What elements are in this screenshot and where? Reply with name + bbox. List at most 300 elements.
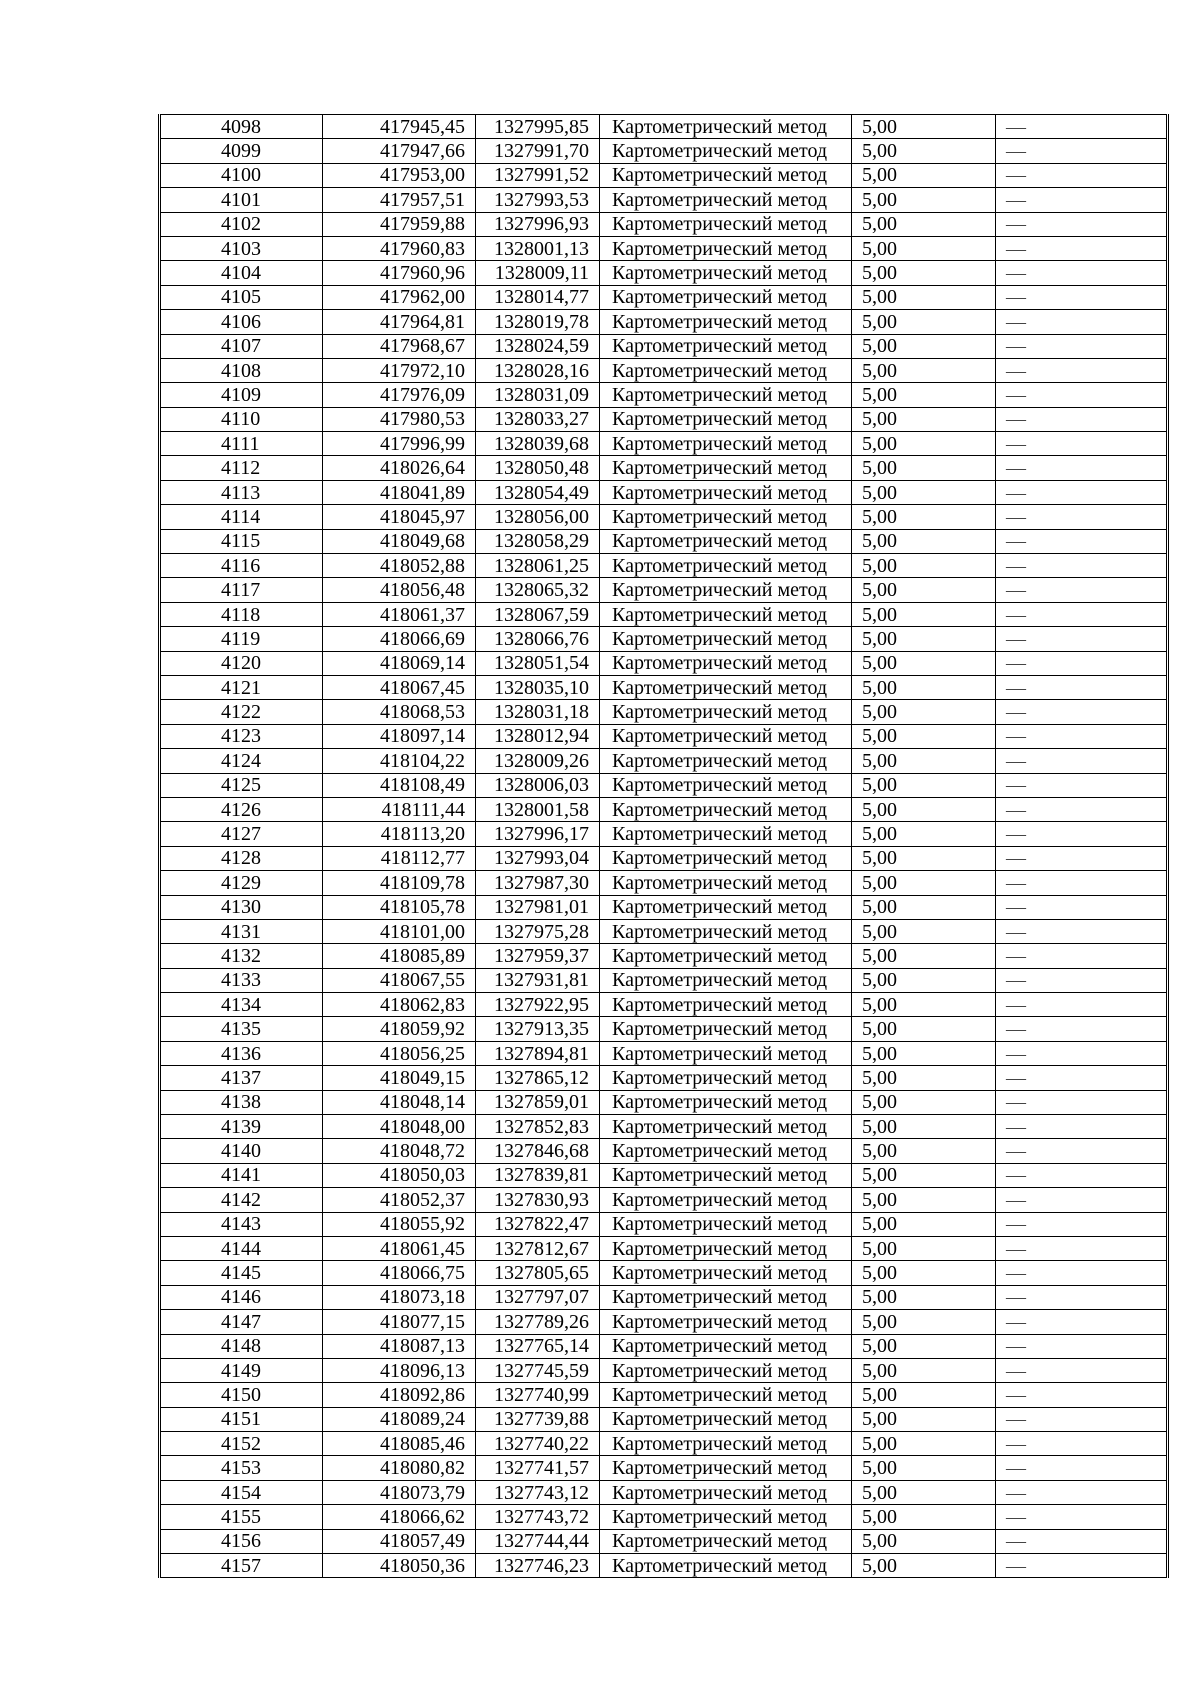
method-cell: Картометрический метод <box>600 115 852 139</box>
method-cell: Картометрический метод <box>600 1212 852 1236</box>
table-row <box>160 505 1168 529</box>
y-coordinate-cell: 1327852,83 <box>476 1115 600 1139</box>
y-coordinate-cell: 1327991,52 <box>476 163 600 187</box>
y-coordinate-cell: 1327743,12 <box>476 1480 600 1504</box>
description-cell: — <box>996 554 1168 578</box>
point-number-cell: 4114 <box>160 505 323 529</box>
y-coordinate-cell: 1327987,30 <box>476 871 600 895</box>
table-row <box>160 480 1168 504</box>
y-coordinate-cell: 1327996,17 <box>476 822 600 846</box>
precision-cell: 5,00 <box>852 749 996 773</box>
table-row <box>160 1066 1168 1090</box>
description-cell: — <box>996 1480 1168 1504</box>
precision-cell: 5,00 <box>852 1066 996 1090</box>
x-coordinate-cell: 418085,89 <box>323 944 476 968</box>
method-cell: Картометрический метод <box>600 578 852 602</box>
description-cell: — <box>996 1017 1168 1041</box>
x-coordinate-cell: 417962,00 <box>323 285 476 309</box>
point-number-cell: 4124 <box>160 749 323 773</box>
y-coordinate-cell: 1328056,00 <box>476 505 600 529</box>
y-coordinate-cell: 1328031,18 <box>476 700 600 724</box>
y-coordinate-cell: 1328019,78 <box>476 310 600 334</box>
x-coordinate-cell: 418056,25 <box>323 1041 476 1065</box>
table-row <box>160 602 1168 626</box>
x-coordinate-cell: 417960,83 <box>323 236 476 260</box>
y-coordinate-cell: 1328054,49 <box>476 480 600 504</box>
x-coordinate-cell: 417953,00 <box>323 163 476 187</box>
point-number-cell: 4102 <box>160 212 323 236</box>
precision-cell: 5,00 <box>852 554 996 578</box>
point-number-cell: 4112 <box>160 456 323 480</box>
y-coordinate-cell: 1327741,57 <box>476 1456 600 1480</box>
precision-cell: 5,00 <box>852 1383 996 1407</box>
point-number-cell: 4129 <box>160 871 323 895</box>
precision-cell: 5,00 <box>852 480 996 504</box>
method-cell: Картометрический метод <box>600 1285 852 1309</box>
description-cell: — <box>996 1505 1168 1529</box>
point-number-cell: 4108 <box>160 358 323 382</box>
point-number-cell: 4100 <box>160 163 323 187</box>
y-coordinate-cell: 1327996,93 <box>476 212 600 236</box>
table-row <box>160 456 1168 480</box>
description-cell: — <box>996 993 1168 1017</box>
precision-cell: 5,00 <box>852 968 996 992</box>
method-cell: Картометрический метод <box>600 651 852 675</box>
table-row <box>160 358 1168 382</box>
point-number-cell: 4120 <box>160 651 323 675</box>
precision-cell: 5,00 <box>852 505 996 529</box>
precision-cell: 5,00 <box>852 1529 996 1553</box>
description-cell: — <box>996 1456 1168 1480</box>
table-row <box>160 919 1168 943</box>
x-coordinate-cell: 418055,92 <box>323 1212 476 1236</box>
method-cell: Картометрический метод <box>600 1163 852 1187</box>
point-number-cell: 4116 <box>160 554 323 578</box>
precision-cell: 5,00 <box>852 334 996 358</box>
y-coordinate-cell: 1327789,26 <box>476 1310 600 1334</box>
method-cell: Картометрический метод <box>600 1432 852 1456</box>
y-coordinate-cell: 1327993,53 <box>476 188 600 212</box>
point-number-cell: 4125 <box>160 773 323 797</box>
coordinates-table <box>158 114 1169 1578</box>
table-row <box>160 1236 1168 1260</box>
precision-cell: 5,00 <box>852 432 996 456</box>
description-cell: — <box>996 432 1168 456</box>
table-row <box>160 871 1168 895</box>
y-coordinate-cell: 1328009,26 <box>476 749 600 773</box>
point-number-cell: 4132 <box>160 944 323 968</box>
precision-cell: 5,00 <box>852 1554 996 1578</box>
description-cell: — <box>996 115 1168 139</box>
x-coordinate-cell: 418057,49 <box>323 1529 476 1553</box>
y-coordinate-cell: 1328009,11 <box>476 261 600 285</box>
table-row <box>160 578 1168 602</box>
y-coordinate-cell: 1328006,03 <box>476 773 600 797</box>
table-row <box>160 261 1168 285</box>
point-number-cell: 4106 <box>160 310 323 334</box>
x-coordinate-cell: 417947,66 <box>323 139 476 163</box>
method-cell: Картометрический метод <box>600 456 852 480</box>
y-coordinate-cell: 1327830,93 <box>476 1188 600 1212</box>
point-number-cell: 4145 <box>160 1261 323 1285</box>
precision-cell: 5,00 <box>852 1310 996 1334</box>
method-cell: Картометрический метод <box>600 163 852 187</box>
precision-cell: 5,00 <box>852 1041 996 1065</box>
precision-cell: 5,00 <box>852 358 996 382</box>
table-row <box>160 432 1168 456</box>
precision-cell: 5,00 <box>852 261 996 285</box>
point-number-cell: 4099 <box>160 139 323 163</box>
description-cell: — <box>996 261 1168 285</box>
point-number-cell: 4126 <box>160 797 323 821</box>
method-cell: Картометрический метод <box>600 675 852 699</box>
precision-cell: 5,00 <box>852 700 996 724</box>
method-cell: Картометрический метод <box>600 1383 852 1407</box>
point-number-cell: 4131 <box>160 919 323 943</box>
y-coordinate-cell: 1327740,99 <box>476 1383 600 1407</box>
description-cell: — <box>996 724 1168 748</box>
table-row <box>160 554 1168 578</box>
precision-cell: 5,00 <box>852 1505 996 1529</box>
method-cell: Картометрический метод <box>600 1041 852 1065</box>
method-cell: Картометрический метод <box>600 871 852 895</box>
table-row <box>160 773 1168 797</box>
x-coordinate-cell: 418048,00 <box>323 1115 476 1139</box>
description-cell: — <box>996 358 1168 382</box>
x-coordinate-cell: 417957,51 <box>323 188 476 212</box>
table-row <box>160 236 1168 260</box>
method-cell: Картометрический метод <box>600 1334 852 1358</box>
y-coordinate-cell: 1327812,67 <box>476 1236 600 1260</box>
method-cell: Картометрический метод <box>600 1188 852 1212</box>
method-cell: Картометрический метод <box>600 554 852 578</box>
point-number-cell: 4153 <box>160 1456 323 1480</box>
precision-cell: 5,00 <box>852 602 996 626</box>
table-row <box>160 1090 1168 1114</box>
point-number-cell: 4109 <box>160 383 323 407</box>
x-coordinate-cell: 418085,46 <box>323 1432 476 1456</box>
point-number-cell: 4118 <box>160 602 323 626</box>
x-coordinate-cell: 418050,03 <box>323 1163 476 1187</box>
point-number-cell: 4122 <box>160 700 323 724</box>
point-number-cell: 4150 <box>160 1383 323 1407</box>
method-cell: Картометрический метод <box>600 1310 852 1334</box>
x-coordinate-cell: 418061,45 <box>323 1236 476 1260</box>
description-cell: — <box>996 1358 1168 1382</box>
precision-cell: 5,00 <box>852 1456 996 1480</box>
table-row <box>160 1456 1168 1480</box>
x-coordinate-cell: 417976,09 <box>323 383 476 407</box>
point-number-cell: 4140 <box>160 1139 323 1163</box>
precision-cell: 5,00 <box>852 139 996 163</box>
description-cell: — <box>996 578 1168 602</box>
point-number-cell: 4128 <box>160 846 323 870</box>
point-number-cell: 4152 <box>160 1432 323 1456</box>
y-coordinate-cell: 1327745,59 <box>476 1358 600 1382</box>
method-cell: Картометрический метод <box>600 1407 852 1431</box>
table-row <box>160 407 1168 431</box>
x-coordinate-cell: 418092,86 <box>323 1383 476 1407</box>
precision-cell: 5,00 <box>852 724 996 748</box>
table-row <box>160 895 1168 919</box>
precision-cell: 5,00 <box>852 1261 996 1285</box>
precision-cell: 5,00 <box>852 1285 996 1309</box>
point-number-cell: 4151 <box>160 1407 323 1431</box>
precision-cell: 5,00 <box>852 1212 996 1236</box>
y-coordinate-cell: 1328065,32 <box>476 578 600 602</box>
x-coordinate-cell: 418062,83 <box>323 993 476 1017</box>
x-coordinate-cell: 418067,55 <box>323 968 476 992</box>
precision-cell: 5,00 <box>852 895 996 919</box>
precision-cell: 5,00 <box>852 236 996 260</box>
description-cell: — <box>996 310 1168 334</box>
method-cell: Картометрический метод <box>600 944 852 968</box>
description-cell: — <box>996 1432 1168 1456</box>
method-cell: Картометрический метод <box>600 358 852 382</box>
x-coordinate-cell: 417964,81 <box>323 310 476 334</box>
precision-cell: 5,00 <box>852 846 996 870</box>
method-cell: Картометрический метод <box>600 383 852 407</box>
y-coordinate-cell: 1328001,13 <box>476 236 600 260</box>
table-row <box>160 1310 1168 1334</box>
y-coordinate-cell: 1327865,12 <box>476 1066 600 1090</box>
table-row <box>160 651 1168 675</box>
precision-cell: 5,00 <box>852 675 996 699</box>
x-coordinate-cell: 417972,10 <box>323 358 476 382</box>
precision-cell: 5,00 <box>852 1163 996 1187</box>
point-number-cell: 4156 <box>160 1529 323 1553</box>
x-coordinate-cell: 418111,44 <box>323 797 476 821</box>
y-coordinate-cell: 1327959,37 <box>476 944 600 968</box>
precision-cell: 5,00 <box>852 115 996 139</box>
description-cell: — <box>996 1066 1168 1090</box>
method-cell: Картометрический метод <box>600 505 852 529</box>
precision-cell: 5,00 <box>852 822 996 846</box>
method-cell: Картометрический метод <box>600 1358 852 1382</box>
table-row <box>160 675 1168 699</box>
precision-cell: 5,00 <box>852 310 996 334</box>
precision-cell: 5,00 <box>852 993 996 1017</box>
description-cell: — <box>996 1041 1168 1065</box>
x-coordinate-cell: 418052,88 <box>323 554 476 578</box>
y-coordinate-cell: 1327922,95 <box>476 993 600 1017</box>
x-coordinate-cell: 418050,36 <box>323 1554 476 1578</box>
x-coordinate-cell: 418097,14 <box>323 724 476 748</box>
y-coordinate-cell: 1327993,04 <box>476 846 600 870</box>
point-number-cell: 4155 <box>160 1505 323 1529</box>
description-cell: — <box>996 968 1168 992</box>
x-coordinate-cell: 418052,37 <box>323 1188 476 1212</box>
precision-cell: 5,00 <box>852 797 996 821</box>
description-cell: — <box>996 285 1168 309</box>
x-coordinate-cell: 418059,92 <box>323 1017 476 1041</box>
description-cell: — <box>996 919 1168 943</box>
method-cell: Картометрический метод <box>600 529 852 553</box>
description-cell: — <box>996 1407 1168 1431</box>
x-coordinate-cell: 418045,97 <box>323 505 476 529</box>
method-cell: Картометрический метод <box>600 1480 852 1504</box>
point-number-cell: 4147 <box>160 1310 323 1334</box>
y-coordinate-cell: 1328061,25 <box>476 554 600 578</box>
point-number-cell: 4141 <box>160 1163 323 1187</box>
table-row <box>160 1212 1168 1236</box>
point-number-cell: 4127 <box>160 822 323 846</box>
method-cell: Картометрический метод <box>600 627 852 651</box>
table-row <box>160 822 1168 846</box>
precision-cell: 5,00 <box>852 944 996 968</box>
point-number-cell: 4139 <box>160 1115 323 1139</box>
y-coordinate-cell: 1327765,14 <box>476 1334 600 1358</box>
y-coordinate-cell: 1327931,81 <box>476 968 600 992</box>
table-row <box>160 1163 1168 1187</box>
y-coordinate-cell: 1328039,68 <box>476 432 600 456</box>
y-coordinate-cell: 1328014,77 <box>476 285 600 309</box>
table-row <box>160 1285 1168 1309</box>
method-cell: Картометрический метод <box>600 700 852 724</box>
y-coordinate-cell: 1328012,94 <box>476 724 600 748</box>
point-number-cell: 4143 <box>160 1212 323 1236</box>
description-cell: — <box>996 1334 1168 1358</box>
description-cell: — <box>996 651 1168 675</box>
point-number-cell: 4148 <box>160 1334 323 1358</box>
method-cell: Картометрический метод <box>600 212 852 236</box>
table-row <box>160 1041 1168 1065</box>
table-row <box>160 627 1168 651</box>
x-coordinate-cell: 418109,78 <box>323 871 476 895</box>
precision-cell: 5,00 <box>852 163 996 187</box>
table-row <box>160 383 1168 407</box>
y-coordinate-cell: 1328035,10 <box>476 675 600 699</box>
description-cell: — <box>996 797 1168 821</box>
method-cell: Картометрический метод <box>600 919 852 943</box>
method-cell: Картометрический метод <box>600 1236 852 1260</box>
x-coordinate-cell: 418068,53 <box>323 700 476 724</box>
table-row <box>160 1188 1168 1212</box>
method-cell: Картометрический метод <box>600 139 852 163</box>
x-coordinate-cell: 418056,48 <box>323 578 476 602</box>
description-cell: — <box>996 1261 1168 1285</box>
precision-cell: 5,00 <box>852 212 996 236</box>
method-cell: Картометрический метод <box>600 773 852 797</box>
method-cell: Картометрический метод <box>600 334 852 358</box>
point-number-cell: 4137 <box>160 1066 323 1090</box>
description-cell: — <box>996 1529 1168 1553</box>
y-coordinate-cell: 1328033,27 <box>476 407 600 431</box>
point-number-cell: 4135 <box>160 1017 323 1041</box>
x-coordinate-cell: 418105,78 <box>323 895 476 919</box>
point-number-cell: 4144 <box>160 1236 323 1260</box>
point-number-cell: 4107 <box>160 334 323 358</box>
method-cell: Картометрический метод <box>600 797 852 821</box>
y-coordinate-cell: 1327740,22 <box>476 1432 600 1456</box>
description-cell: — <box>996 602 1168 626</box>
method-cell: Картометрический метод <box>600 846 852 870</box>
description-cell: — <box>996 212 1168 236</box>
method-cell: Картометрический метод <box>600 993 852 1017</box>
table-row <box>160 1334 1168 1358</box>
y-coordinate-cell: 1327805,65 <box>476 1261 600 1285</box>
x-coordinate-cell: 418049,68 <box>323 529 476 553</box>
y-coordinate-cell: 1328066,76 <box>476 627 600 651</box>
point-number-cell: 4146 <box>160 1285 323 1309</box>
table-row <box>160 1505 1168 1529</box>
description-cell: — <box>996 383 1168 407</box>
description-cell: — <box>996 773 1168 797</box>
method-cell: Картометрический метод <box>600 602 852 626</box>
method-cell: Картометрический метод <box>600 749 852 773</box>
point-number-cell: 4130 <box>160 895 323 919</box>
y-coordinate-cell: 1328028,16 <box>476 358 600 382</box>
x-coordinate-cell: 418096,13 <box>323 1358 476 1382</box>
precision-cell: 5,00 <box>852 529 996 553</box>
y-coordinate-cell: 1327913,35 <box>476 1017 600 1041</box>
description-cell: — <box>996 1188 1168 1212</box>
table-row <box>160 1261 1168 1285</box>
precision-cell: 5,00 <box>852 1236 996 1260</box>
y-coordinate-cell: 1327822,47 <box>476 1212 600 1236</box>
x-coordinate-cell: 418049,15 <box>323 1066 476 1090</box>
description-cell: — <box>996 944 1168 968</box>
method-cell: Картометрический метод <box>600 822 852 846</box>
y-coordinate-cell: 1327846,68 <box>476 1139 600 1163</box>
table-row <box>160 749 1168 773</box>
precision-cell: 5,00 <box>852 188 996 212</box>
point-number-cell: 4134 <box>160 993 323 1017</box>
point-number-cell: 4123 <box>160 724 323 748</box>
precision-cell: 5,00 <box>852 1017 996 1041</box>
description-cell: — <box>996 139 1168 163</box>
description-cell: — <box>996 529 1168 553</box>
x-coordinate-cell: 418067,45 <box>323 675 476 699</box>
description-cell: — <box>996 480 1168 504</box>
y-coordinate-cell: 1327981,01 <box>476 895 600 919</box>
table-row <box>160 700 1168 724</box>
table-row <box>160 212 1168 236</box>
method-cell: Картометрический метод <box>600 480 852 504</box>
x-coordinate-cell: 418048,72 <box>323 1139 476 1163</box>
y-coordinate-cell: 1327744,44 <box>476 1529 600 1553</box>
description-cell: — <box>996 1310 1168 1334</box>
point-number-cell: 4138 <box>160 1090 323 1114</box>
description-cell: — <box>996 675 1168 699</box>
point-number-cell: 4111 <box>160 432 323 456</box>
method-cell: Картометрический метод <box>600 1090 852 1114</box>
point-number-cell: 4133 <box>160 968 323 992</box>
table-row <box>160 846 1168 870</box>
method-cell: Картометрический метод <box>600 1456 852 1480</box>
table-row <box>160 724 1168 748</box>
point-number-cell: 4119 <box>160 627 323 651</box>
x-coordinate-cell: 418108,49 <box>323 773 476 797</box>
table-row <box>160 529 1168 553</box>
point-number-cell: 4149 <box>160 1358 323 1382</box>
description-cell: — <box>996 1212 1168 1236</box>
table-row <box>160 1358 1168 1382</box>
x-coordinate-cell: 418066,75 <box>323 1261 476 1285</box>
table-row <box>160 285 1168 309</box>
description-cell: — <box>996 1554 1168 1578</box>
method-cell: Картометрический метод <box>600 724 852 748</box>
description-cell: — <box>996 1163 1168 1187</box>
description-cell: — <box>996 627 1168 651</box>
table-row <box>160 944 1168 968</box>
x-coordinate-cell: 418113,20 <box>323 822 476 846</box>
precision-cell: 5,00 <box>852 1090 996 1114</box>
description-cell: — <box>996 236 1168 260</box>
precision-cell: 5,00 <box>852 383 996 407</box>
y-coordinate-cell: 1328050,48 <box>476 456 600 480</box>
description-cell: — <box>996 822 1168 846</box>
